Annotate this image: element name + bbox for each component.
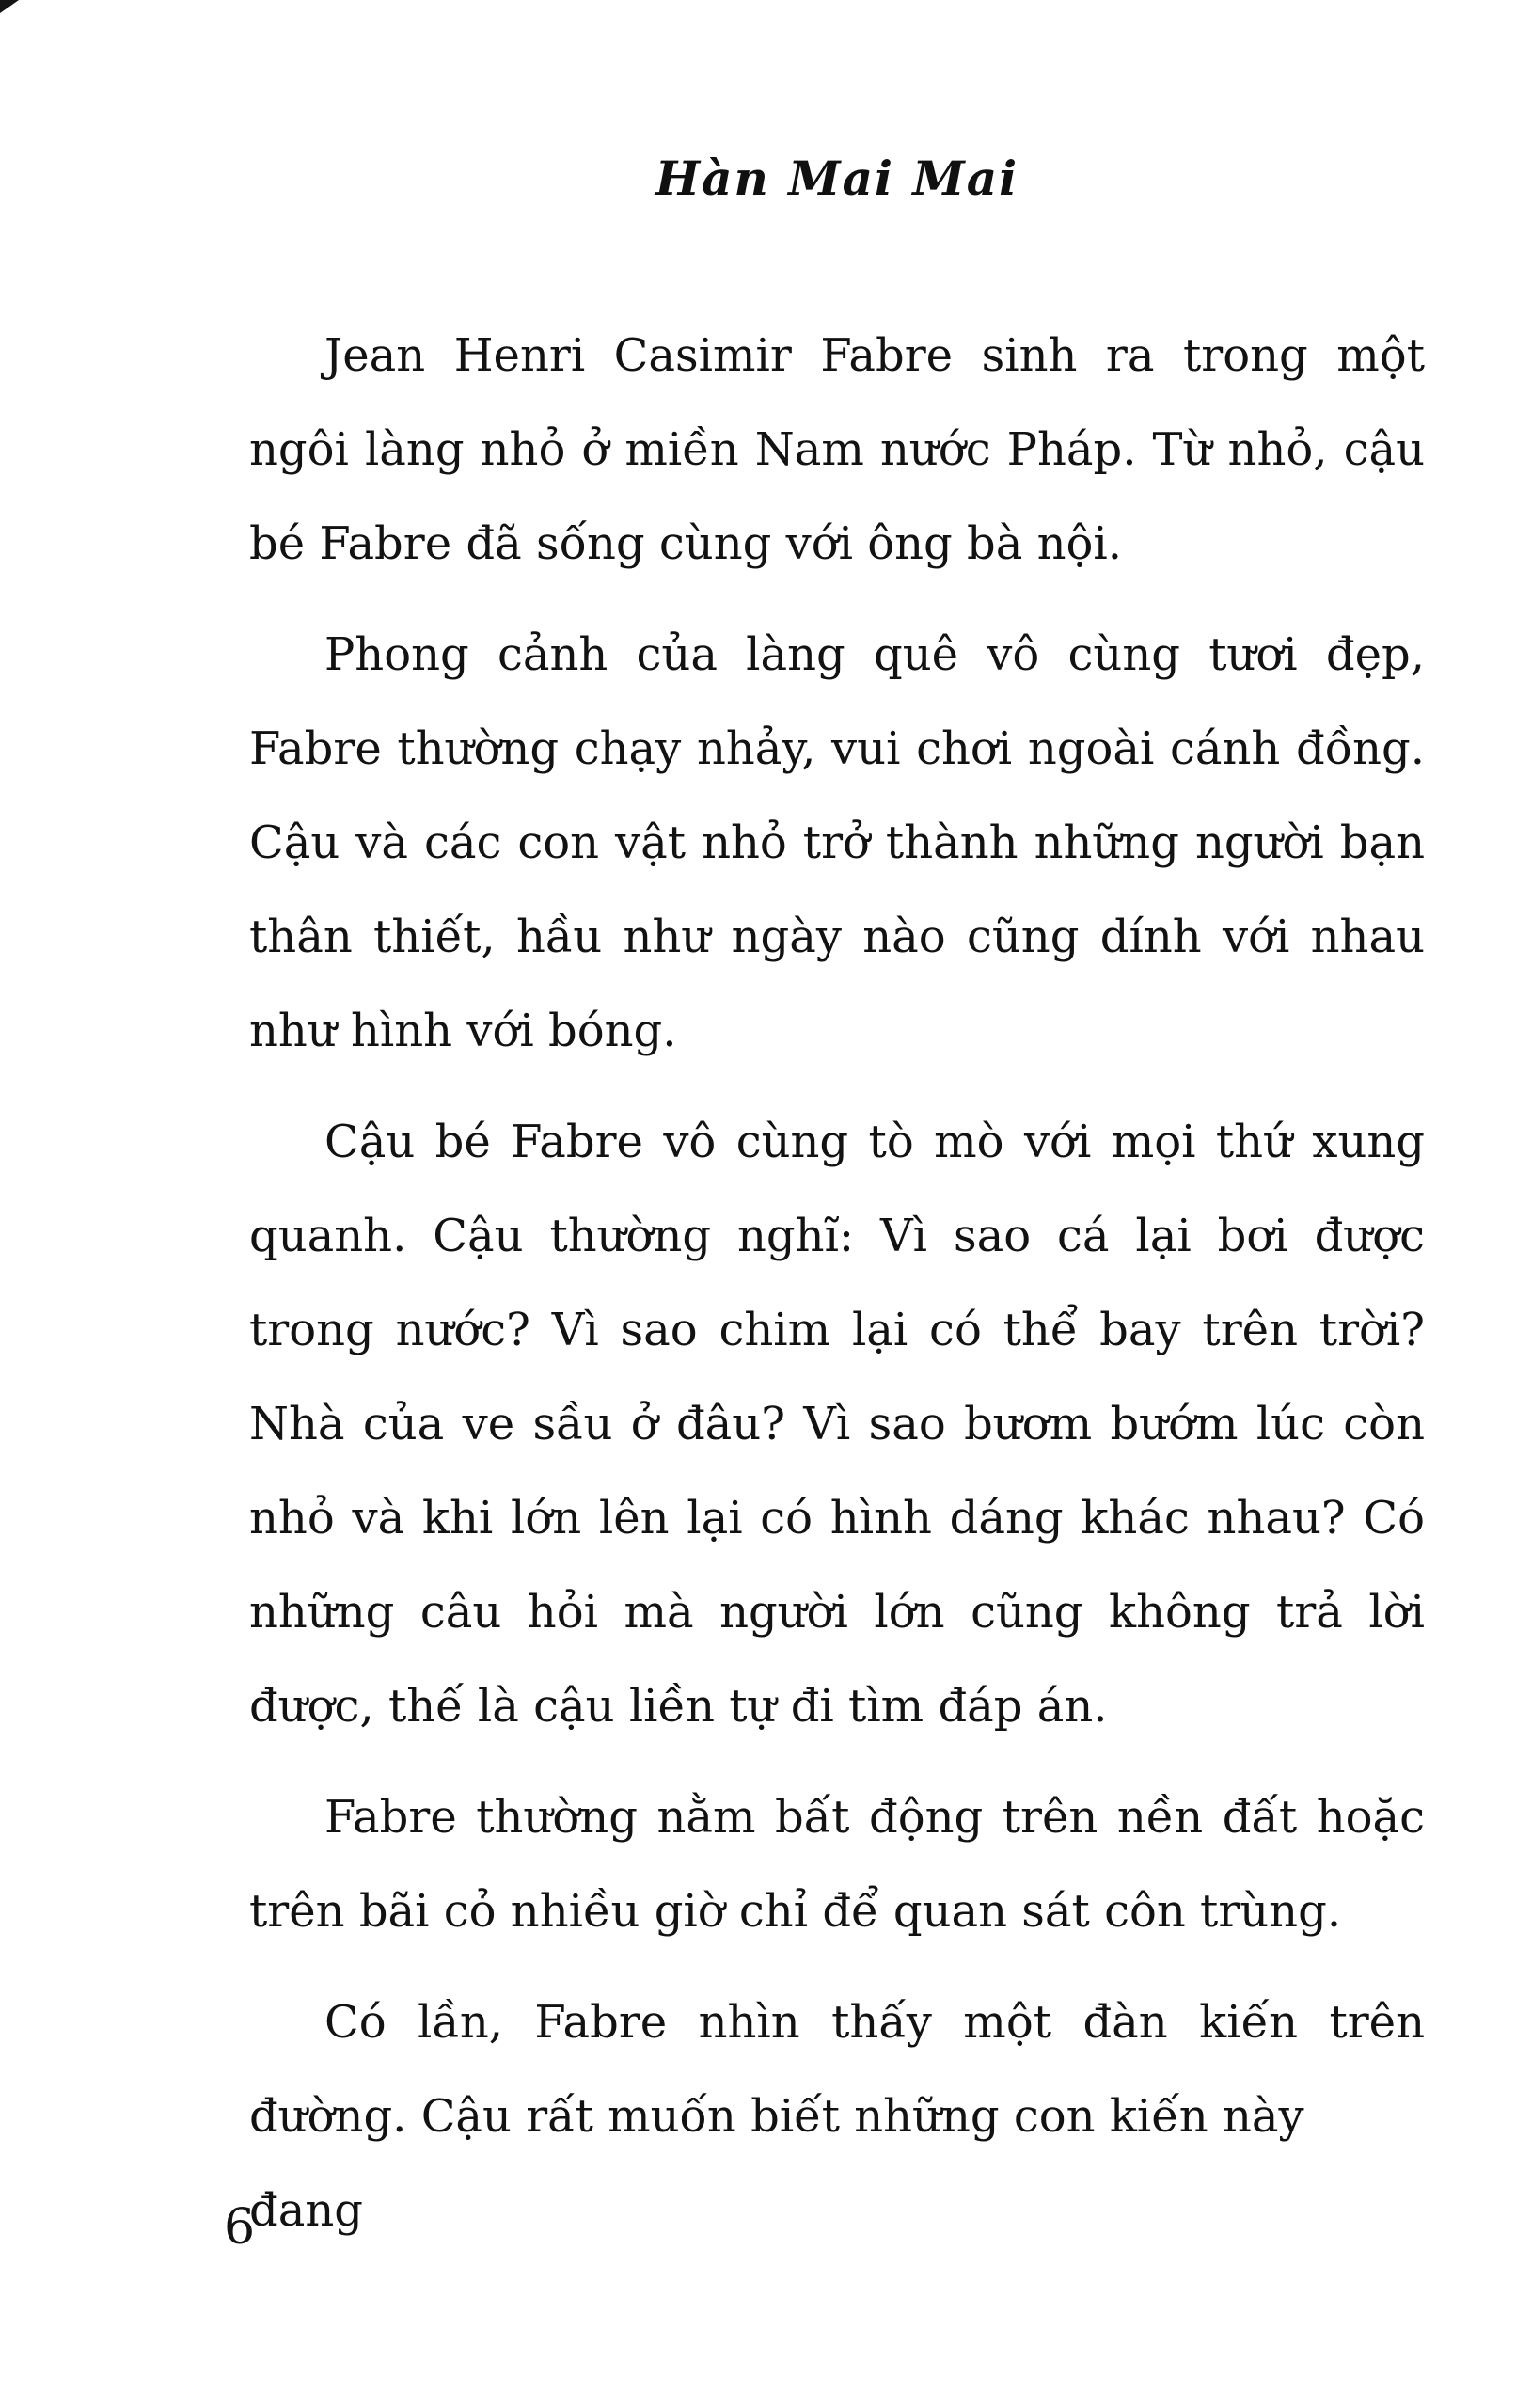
text-line: Jean Henri Casimir Fabre sinh ra trong một — [324, 329, 1425, 382]
body-text-block — [249, 309, 1425, 2258]
text-line: như hình với bóng. — [249, 1005, 677, 1057]
running-header-author: Hàn Mai Mai — [655, 150, 1019, 206]
text-line: trên bãi cỏ nhiều giờ chỉ để quan sát côn trùng. — [249, 1885, 1342, 1938]
text-line: được, thế là cậu liền tự đi tìm đáp án. — [249, 1680, 1108, 1733]
paragraph — [249, 309, 1425, 591]
text-line: thân thiết, hầu như ngày nào cũng dính với nhau — [249, 911, 1425, 963]
text-line: những câu hỏi mà người lớn cũng không trả lời — [249, 1586, 1425, 1639]
text-line: quanh. Cậu thường nghĩ: Vì sao cá lại bơi được — [249, 1210, 1425, 1262]
text-line: nhỏ và khi lớn lên lại có hình dáng khác nhau? Có — [249, 1492, 1425, 1545]
text-line: Fabre thường nằm bất động trên nền đất hoặc — [324, 1791, 1425, 1844]
text-line: trong nước? Vì sao chim lại có thể bay trên trời? — [249, 1304, 1425, 1356]
page-number: 6 — [224, 2199, 256, 2256]
paragraph — [249, 1770, 1425, 1958]
scan-corner-artifact — [0, 0, 19, 13]
text-line: ngôi làng nhỏ ở miền Nam nước Pháp. Từ nhỏ, cậu — [249, 423, 1425, 476]
paragraph — [249, 1095, 1425, 1753]
text-line: bé Fabre đã sống cùng với ông bà nội. — [249, 517, 1123, 570]
text-line: Nhà của ve sầu ở đâu? Vì sao bươm bướm lúc còn — [249, 1398, 1425, 1450]
text-line: Cậu và các con vật nhỏ trở thành những người bạn — [249, 816, 1425, 869]
text-line: Phong cảnh của làng quê vô cùng tươi đẹp, — [324, 628, 1425, 681]
text-line: Cậu bé Fabre vô cùng tò mò với mọi thứ xung — [324, 1116, 1425, 1168]
paragraph — [249, 608, 1425, 1078]
paragraph — [249, 1975, 1425, 2258]
text-line: Fabre thường chạy nhảy, vui chơi ngoài cánh đồng. — [249, 722, 1425, 775]
text-line: đường. Cậu rất muốn biết những con kiến này đang — [249, 2090, 1304, 2237]
text-line: Có lần, Fabre nhìn thấy một đàn kiến trên — [324, 1996, 1425, 2049]
